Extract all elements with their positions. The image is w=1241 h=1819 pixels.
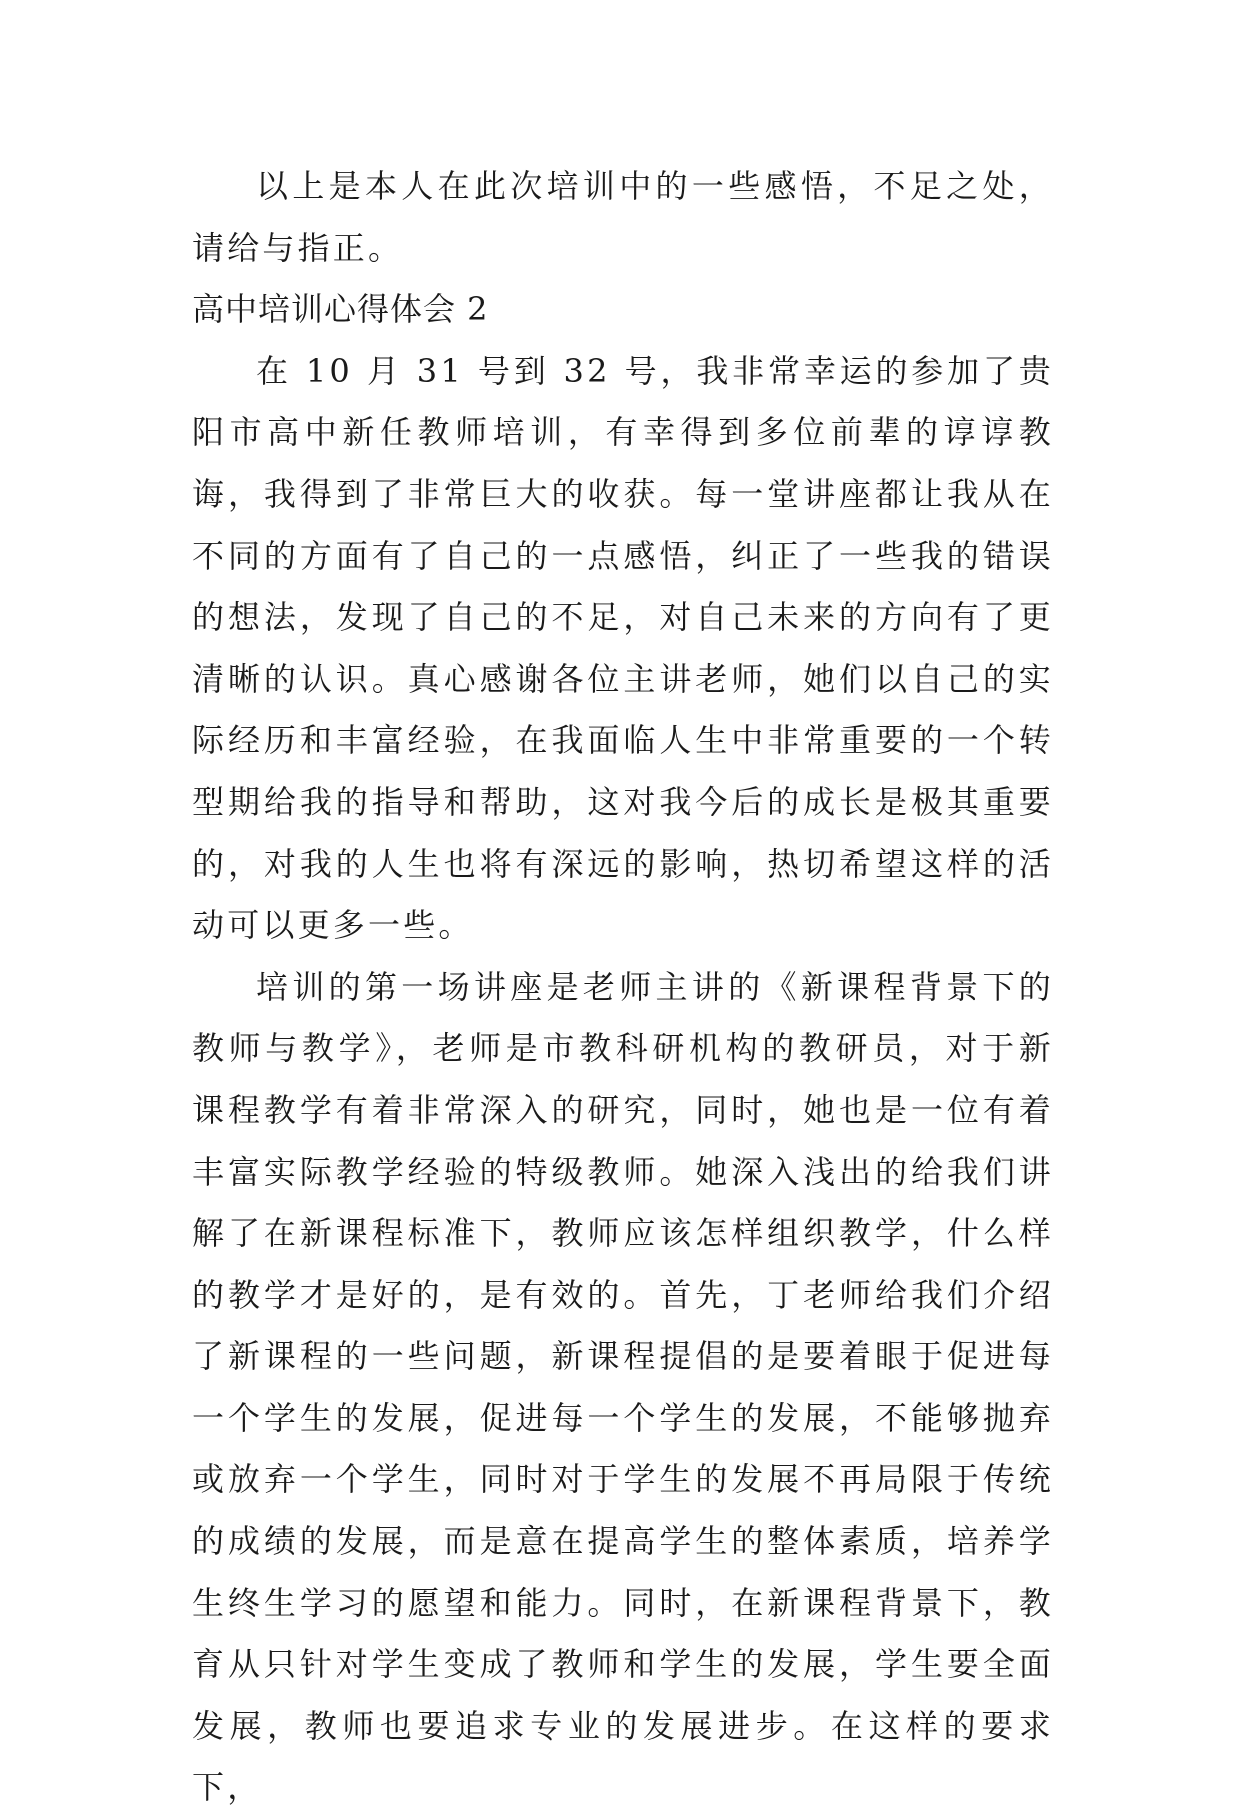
body-paragraph-2: 培训的第一场讲座是老师主讲的《新课程背景下的教师与教学》，老师是市教科研机构的教研员，对于新课程教学有着非常深入的研究，同时，她也是一位有着丰富实际教学经验的特级教师。她深入浅出的给我们讲解了在新课程标准下，教师应该怎样组织教学，什么样的教学才是好的，是有效的。首先，丁老师给我们介绍了新课程的一些问题，新课程提倡的是要着眼于促进每一个学生的发展，促进每一个学生的发展，不能够抛弃或放弃一个学生，同时对于学生的发展不再局限于传统的成绩的发展，而是意在提高学生的整体素质，培养学生终生学习的愿望和能力。同时，在新课程背景下，教育从只针对学生变成了教师和学生的发展，学生要全面发展，教师也要追求专业的发展进步。在这样的要求下， <box>192 967 1054 1807</box>
section-heading: 高中培训心得体会 2 <box>192 290 489 329</box>
closing-paragraph: 以上是本人在此次培训中的一些感悟，不足之处，请给与指正。 <box>192 167 1054 267</box>
body-paragraph-1: 在 10 月 31 号到 32 号，我非常幸运的参加了贵阳市高中新任教师培训，有幸得到多位前辈的谆谆教诲，我得到了非常巨大的收获。每一堂讲座都让我从在不同的方面有了自己的一点感悟，纠正了一些我的错误的想法，发现了自己的不足，对自己未来的方向有了更清晰的认识。真心感谢各位主讲老师，她们以自己的实际经历和丰富经验，在我面临人生中非常重要的一个转型期给我的指导和帮助，这对我今后的成长是极其重要的，对我的人生也将有深远的影响，热切希望这样的活动可以更多一些。 <box>192 351 1054 945</box>
document-body <box>192 156 1054 1819</box>
